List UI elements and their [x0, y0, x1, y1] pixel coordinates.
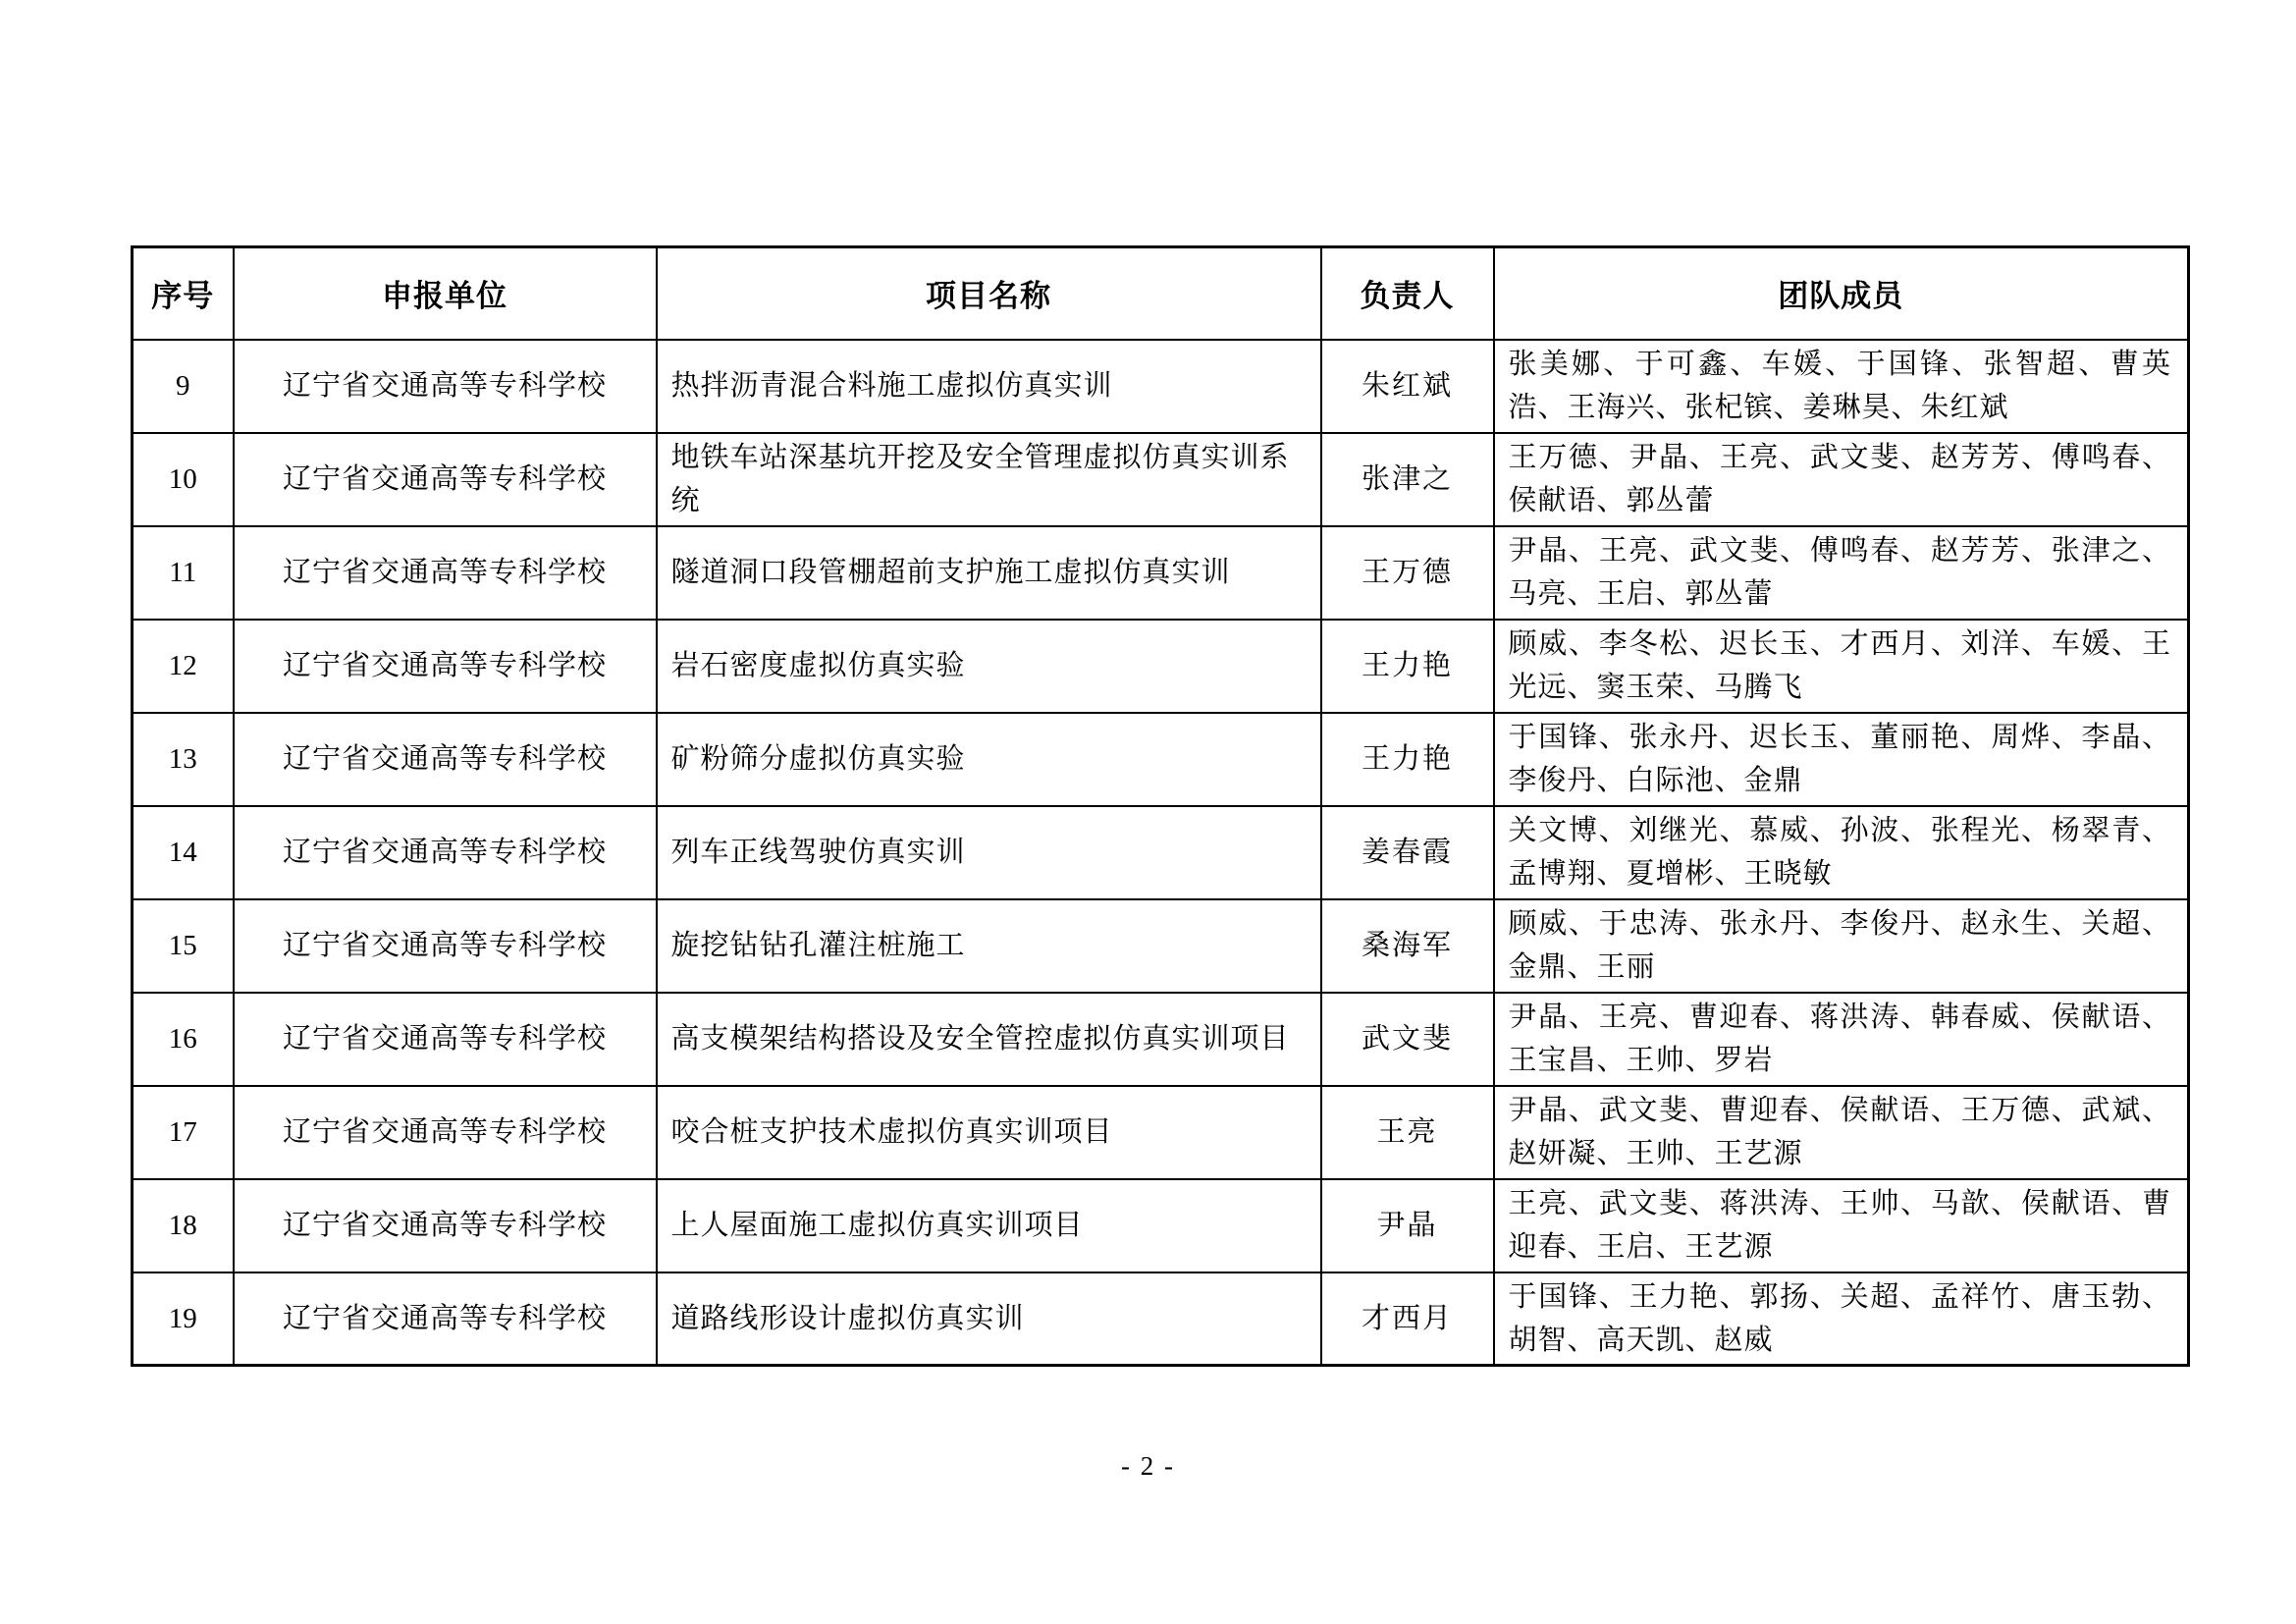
leader-cell: 朱红斌 [1321, 340, 1494, 433]
applicant-unit-cell: 辽宁省交通高等专科学校 [234, 526, 657, 620]
project-name-cell: 高支模架结构搭设及安全管控虚拟仿真实训项目 [657, 993, 1321, 1086]
serial-number-cell: 16 [133, 993, 234, 1086]
project-name-cell: 地铁车站深基坑开挖及安全管理虚拟仿真实训系统 [657, 433, 1321, 526]
serial-number-cell: 14 [133, 806, 234, 899]
table-row [133, 340, 2189, 433]
applicant-unit-cell: 辽宁省交通高等专科学校 [234, 1086, 657, 1179]
header-applicant-unit: 申报单位 [234, 247, 657, 340]
serial-number-cell: 9 [133, 340, 234, 433]
leader-cell: 王万德 [1321, 526, 1494, 620]
leader-cell: 桑海军 [1321, 899, 1494, 993]
project-name-cell: 列车正线驾驶仿真实训 [657, 806, 1321, 899]
project-name-cell: 矿粉筛分虚拟仿真实验 [657, 713, 1321, 806]
project-name-cell: 隧道洞口段管棚超前支护施工虚拟仿真实训 [657, 526, 1321, 620]
serial-number-cell: 15 [133, 899, 234, 993]
table-header-row [133, 247, 2189, 340]
table-row [133, 993, 2189, 1086]
header-leader: 负责人 [1321, 247, 1494, 340]
serial-number-cell: 18 [133, 1179, 234, 1272]
leader-cell: 张津之 [1321, 433, 1494, 526]
team-members-cell: 于国锋、王力艳、郭扬、关超、孟祥竹、唐玉勃、胡智、高天凯、赵威 [1494, 1272, 2189, 1366]
project-name-cell: 上人屋面施工虚拟仿真实训项目 [657, 1179, 1321, 1272]
table-row [133, 620, 2189, 713]
project-name-cell: 岩石密度虚拟仿真实验 [657, 620, 1321, 713]
table-row [133, 433, 2189, 526]
table-row [133, 1179, 2189, 1272]
serial-number-cell: 17 [133, 1086, 234, 1179]
project-name-cell: 咬合桩支护技术虚拟仿真实训项目 [657, 1086, 1321, 1179]
leader-cell: 王力艳 [1321, 713, 1494, 806]
header-serial-number: 序号 [133, 247, 234, 340]
applicant-unit-cell: 辽宁省交通高等专科学校 [234, 993, 657, 1086]
applicant-unit-cell: 辽宁省交通高等专科学校 [234, 620, 657, 713]
applicant-unit-cell: 辽宁省交通高等专科学校 [234, 340, 657, 433]
leader-cell: 武文斐 [1321, 993, 1494, 1086]
applicant-unit-cell: 辽宁省交通高等专科学校 [234, 899, 657, 993]
applicant-unit-cell: 辽宁省交通高等专科学校 [234, 433, 657, 526]
header-project-name: 项目名称 [657, 247, 1321, 340]
leader-cell: 尹晶 [1321, 1179, 1494, 1272]
project-name-cell: 旋挖钻钻孔灌注桩施工 [657, 899, 1321, 993]
team-members-cell: 张美娜、于可鑫、车媛、于国锋、张智超、曹英浩、王海兴、张杞镔、姜琳昊、朱红斌 [1494, 340, 2189, 433]
team-members-cell: 王万德、尹晶、王亮、武文斐、赵芳芳、傅鸣春、侯献语、郭丛蕾 [1494, 433, 2189, 526]
page-number: - 2 - [1121, 1451, 1175, 1481]
applicant-unit-cell: 辽宁省交通高等专科学校 [234, 806, 657, 899]
leader-cell: 王亮 [1321, 1086, 1494, 1179]
serial-number-cell: 19 [133, 1272, 234, 1366]
leader-cell: 王力艳 [1321, 620, 1494, 713]
team-members-cell: 顾威、李冬松、迟长玉、才西月、刘洋、车媛、王光远、窦玉荣、马腾飞 [1494, 620, 2189, 713]
team-members-cell: 顾威、于忠涛、张永丹、李俊丹、赵永生、关超、金鼎、王丽 [1494, 899, 2189, 993]
projects-table [131, 245, 2190, 1367]
table-row [133, 713, 2189, 806]
project-name-cell: 热拌沥青混合料施工虚拟仿真实训 [657, 340, 1321, 433]
team-members-cell: 于国锋、张永丹、迟长玉、董丽艳、周烨、李晶、李俊丹、白际池、金鼎 [1494, 713, 2189, 806]
serial-number-cell: 10 [133, 433, 234, 526]
team-members-cell: 尹晶、王亮、武文斐、傅鸣春、赵芳芳、张津之、马亮、王启、郭丛蕾 [1494, 526, 2189, 620]
applicant-unit-cell: 辽宁省交通高等专科学校 [234, 1272, 657, 1366]
header-team-members: 团队成员 [1494, 247, 2189, 340]
leader-cell: 才西月 [1321, 1272, 1494, 1366]
applicant-unit-cell: 辽宁省交通高等专科学校 [234, 713, 657, 806]
serial-number-cell: 11 [133, 526, 234, 620]
table-row [133, 806, 2189, 899]
team-members-cell: 关文博、刘继光、慕威、孙波、张程光、杨翠青、孟博翔、夏增彬、王晓敏 [1494, 806, 2189, 899]
serial-number-cell: 12 [133, 620, 234, 713]
table-body [133, 340, 2189, 1366]
leader-cell: 姜春霞 [1321, 806, 1494, 899]
table-row [133, 1086, 2189, 1179]
table-row [133, 526, 2189, 620]
applicant-unit-cell: 辽宁省交通高等专科学校 [234, 1179, 657, 1272]
team-members-cell: 王亮、武文斐、蒋洪涛、王帅、马歆、侯献语、曹迎春、王启、王艺源 [1494, 1179, 2189, 1272]
serial-number-cell: 13 [133, 713, 234, 806]
team-members-cell: 尹晶、王亮、曹迎春、蒋洪涛、韩春威、侯献语、王宝昌、王帅、罗岩 [1494, 993, 2189, 1086]
table-row [133, 899, 2189, 993]
team-members-cell: 尹晶、武文斐、曹迎春、侯献语、王万德、武斌、赵妍凝、王帅、王艺源 [1494, 1086, 2189, 1179]
project-name-cell: 道路线形设计虚拟仿真实训 [657, 1272, 1321, 1366]
table-row [133, 1272, 2189, 1366]
